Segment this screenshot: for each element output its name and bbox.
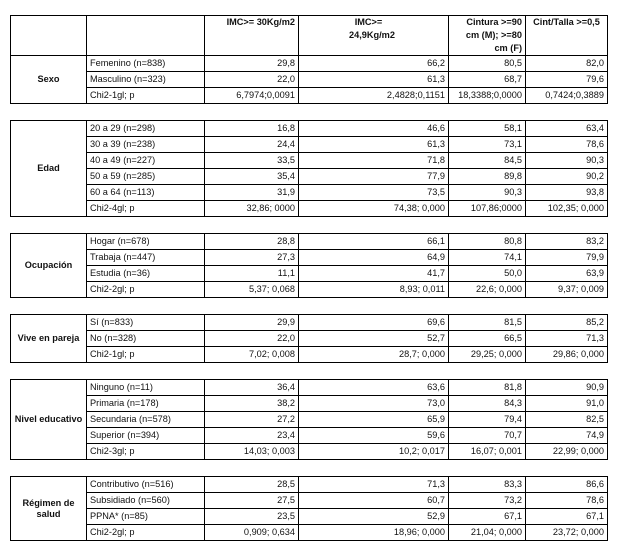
value-cell: 61,3 <box>299 72 449 88</box>
value-cell: 77,9 <box>299 169 449 185</box>
value-cell: 10,2; 0,017 <box>299 444 449 460</box>
value-cell: 78,6 <box>526 493 608 509</box>
value-cell: 73,2 <box>449 493 526 509</box>
value-cell: 79,4 <box>449 412 526 428</box>
spacer-row <box>11 298 608 315</box>
row-label: Estudia (n=36) <box>87 266 205 282</box>
value-cell: 83,2 <box>526 234 608 250</box>
spacer-cell <box>526 217 608 234</box>
value-cell: 18,3388;0,0000 <box>449 88 526 104</box>
value-cell: 61,3 <box>299 137 449 153</box>
spacer-cell <box>526 104 608 121</box>
spacer-cell <box>299 104 449 121</box>
value-cell: 73,0 <box>299 396 449 412</box>
value-cell: 82,0 <box>526 56 608 72</box>
value-cell: 22,6; 0,000 <box>449 282 526 298</box>
group-label: Nivel educativo <box>11 380 87 460</box>
row-label: Hogar (n=678) <box>87 234 205 250</box>
header-empty-cell <box>87 16 205 56</box>
value-cell: 52,9 <box>299 509 449 525</box>
spacer-row <box>11 363 608 380</box>
row-label: Chi2-2gl; p <box>87 525 205 541</box>
value-cell: 71,3 <box>526 331 608 347</box>
group-label: Régimen de salud <box>11 477 87 541</box>
spacer-cell <box>205 298 299 315</box>
value-cell: 65,9 <box>299 412 449 428</box>
spacer-cell <box>299 217 449 234</box>
spacer-cell <box>205 104 299 121</box>
row-label: Trabaja (n=447) <box>87 250 205 266</box>
table-row <box>11 88 608 104</box>
spacer-row <box>11 460 608 477</box>
value-cell: 107,86;0000 <box>449 201 526 217</box>
value-cell: 78,6 <box>526 137 608 153</box>
value-cell: 6,7974;0,0091 <box>205 88 299 104</box>
value-cell: 29,25; 0,000 <box>449 347 526 363</box>
value-cell: 7,02; 0,008 <box>205 347 299 363</box>
table-row <box>11 250 608 266</box>
table-row <box>11 234 608 250</box>
value-cell: 74,9 <box>526 428 608 444</box>
row-label: 50 a 59 (n=285) <box>87 169 205 185</box>
value-cell: 29,9 <box>205 315 299 331</box>
value-cell: 31,9 <box>205 185 299 201</box>
value-cell: 32,86; 0000 <box>205 201 299 217</box>
value-cell: 79,9 <box>526 250 608 266</box>
header-row <box>11 16 608 56</box>
value-cell: 89,8 <box>449 169 526 185</box>
header-cintura: Cintura >=90 cm (M); >=80 cm (F) <box>449 16 526 56</box>
value-cell: 102,35; 0,000 <box>526 201 608 217</box>
value-cell: 29,86; 0,000 <box>526 347 608 363</box>
row-label: Subsidiado (n=560) <box>87 493 205 509</box>
spacer-cell <box>449 104 526 121</box>
value-cell: 28,5 <box>205 477 299 493</box>
table-row <box>11 266 608 282</box>
table-row <box>11 315 608 331</box>
table-row <box>11 525 608 541</box>
value-cell: 28,8 <box>205 234 299 250</box>
value-cell: 27,2 <box>205 412 299 428</box>
row-label: Chi2-2gl; p <box>87 282 205 298</box>
spacer-cell <box>87 217 205 234</box>
spacer-cell <box>11 298 87 315</box>
spacer-cell <box>205 363 299 380</box>
spacer-row <box>11 217 608 234</box>
value-cell: 24,4 <box>205 137 299 153</box>
value-cell: 84,5 <box>449 153 526 169</box>
value-cell: 22,0 <box>205 72 299 88</box>
table-row <box>11 396 608 412</box>
row-label: Sí (n=833) <box>87 315 205 331</box>
spacer-cell <box>11 460 87 477</box>
group-label: Ocupación <box>11 234 87 298</box>
spacer-cell <box>11 104 87 121</box>
value-cell: 16,07; 0,001 <box>449 444 526 460</box>
value-cell: 22,99; 0,000 <box>526 444 608 460</box>
stats-table <box>10 15 608 541</box>
value-cell: 81,8 <box>449 380 526 396</box>
group-label: Vive en pareja <box>11 315 87 363</box>
table-row <box>11 493 608 509</box>
value-cell: 66,2 <box>299 56 449 72</box>
table-row <box>11 412 608 428</box>
row-label: Contributivo (n=516) <box>87 477 205 493</box>
row-label: Femenino (n=838) <box>87 56 205 72</box>
spacer-cell <box>449 298 526 315</box>
value-cell: 64,9 <box>299 250 449 266</box>
value-cell: 80,5 <box>449 56 526 72</box>
value-cell: 74,38; 0,000 <box>299 201 449 217</box>
value-cell: 63,9 <box>526 266 608 282</box>
table-row <box>11 282 608 298</box>
value-cell: 84,3 <box>449 396 526 412</box>
row-label: Superior (n=394) <box>87 428 205 444</box>
header-cint-talla: Cint/Talla >=0,5 <box>526 16 608 56</box>
value-cell: 69,6 <box>299 315 449 331</box>
value-cell: 74,1 <box>449 250 526 266</box>
row-label: 20 a 29 (n=298) <box>87 121 205 137</box>
value-cell: 86,6 <box>526 477 608 493</box>
spacer-row <box>11 104 608 121</box>
value-cell: 73,1 <box>449 137 526 153</box>
row-label: 40 a 49 (n=227) <box>87 153 205 169</box>
table-row <box>11 380 608 396</box>
table-row <box>11 201 608 217</box>
row-label: Primaria (n=178) <box>87 396 205 412</box>
row-label: Secundaria (n=578) <box>87 412 205 428</box>
spacer-cell <box>87 460 205 477</box>
value-cell: 71,3 <box>299 477 449 493</box>
value-cell: 38,2 <box>205 396 299 412</box>
table-row <box>11 477 608 493</box>
value-cell: 59,6 <box>299 428 449 444</box>
spacer-cell <box>449 363 526 380</box>
value-cell: 46,6 <box>299 121 449 137</box>
value-cell: 23,72; 0,000 <box>526 525 608 541</box>
group-label: Edad <box>11 121 87 217</box>
table-row <box>11 185 608 201</box>
table-row <box>11 153 608 169</box>
value-cell: 90,3 <box>526 153 608 169</box>
spacer-cell <box>11 217 87 234</box>
row-label: 30 a 39 (n=238) <box>87 137 205 153</box>
value-cell: 81,5 <box>449 315 526 331</box>
value-cell: 52,7 <box>299 331 449 347</box>
spacer-cell <box>449 460 526 477</box>
table-row <box>11 169 608 185</box>
value-cell: 41,7 <box>299 266 449 282</box>
value-cell: 82,5 <box>526 412 608 428</box>
value-cell: 90,3 <box>449 185 526 201</box>
value-cell: 66,1 <box>299 234 449 250</box>
value-cell: 16,8 <box>205 121 299 137</box>
value-cell: 85,2 <box>526 315 608 331</box>
table-row <box>11 56 608 72</box>
table-row <box>11 137 608 153</box>
value-cell: 11,1 <box>205 266 299 282</box>
spacer-cell <box>11 363 87 380</box>
table-row <box>11 509 608 525</box>
value-cell: 80,8 <box>449 234 526 250</box>
value-cell: 90,9 <box>526 380 608 396</box>
spacer-cell <box>205 460 299 477</box>
spacer-cell <box>87 298 205 315</box>
row-label: Ninguno (n=11) <box>87 380 205 396</box>
spacer-cell <box>526 298 608 315</box>
table-row <box>11 121 608 137</box>
value-cell: 21,04; 0,000 <box>449 525 526 541</box>
spacer-cell <box>87 363 205 380</box>
row-label: Chi2-4gl; p <box>87 201 205 217</box>
value-cell: 50,0 <box>449 266 526 282</box>
value-cell: 79,6 <box>526 72 608 88</box>
value-cell: 9,37; 0,009 <box>526 282 608 298</box>
table-row <box>11 428 608 444</box>
table-row <box>11 444 608 460</box>
value-cell: 63,4 <box>526 121 608 137</box>
spacer-cell <box>526 363 608 380</box>
value-cell: 66,5 <box>449 331 526 347</box>
value-cell: 28,7; 0,000 <box>299 347 449 363</box>
table-row <box>11 331 608 347</box>
value-cell: 27,3 <box>205 250 299 266</box>
value-cell: 29,8 <box>205 56 299 72</box>
value-cell: 33,5 <box>205 153 299 169</box>
value-cell: 63,6 <box>299 380 449 396</box>
value-cell: 70,7 <box>449 428 526 444</box>
row-label: Chi2-1gl; p <box>87 88 205 104</box>
row-label: No (n=328) <box>87 331 205 347</box>
spacer-cell <box>205 217 299 234</box>
header-empty-cell <box>11 16 87 56</box>
row-label: Masculino (n=323) <box>87 72 205 88</box>
row-label: Chi2-1gl; p <box>87 347 205 363</box>
value-cell: 67,1 <box>526 509 608 525</box>
header-imc249: IMC>= 24,9Kg/m2 <box>299 16 449 56</box>
value-cell: 5,37; 0,068 <box>205 282 299 298</box>
value-cell: 91,0 <box>526 396 608 412</box>
value-cell: 58,1 <box>449 121 526 137</box>
value-cell: 8,93; 0,011 <box>299 282 449 298</box>
value-cell: 73,5 <box>299 185 449 201</box>
value-cell: 27,5 <box>205 493 299 509</box>
value-cell: 35,4 <box>205 169 299 185</box>
spacer-cell <box>526 460 608 477</box>
value-cell: 93,8 <box>526 185 608 201</box>
row-label: 60 a 64 (n=113) <box>87 185 205 201</box>
value-cell: 0,7424;0,3889 <box>526 88 608 104</box>
value-cell: 36,4 <box>205 380 299 396</box>
row-label: PPNA* (n=85) <box>87 509 205 525</box>
table-row <box>11 72 608 88</box>
value-cell: 0,909; 0,634 <box>205 525 299 541</box>
value-cell: 71,8 <box>299 153 449 169</box>
group-label: Sexo <box>11 56 87 104</box>
value-cell: 23,4 <box>205 428 299 444</box>
value-cell: 22,0 <box>205 331 299 347</box>
spacer-cell <box>299 460 449 477</box>
value-cell: 14,03; 0,003 <box>205 444 299 460</box>
value-cell: 90,2 <box>526 169 608 185</box>
table-row <box>11 347 608 363</box>
value-cell: 83,3 <box>449 477 526 493</box>
spacer-cell <box>299 363 449 380</box>
value-cell: 60,7 <box>299 493 449 509</box>
value-cell: 2,4828;0,1151 <box>299 88 449 104</box>
spacer-cell <box>449 217 526 234</box>
spacer-cell <box>299 298 449 315</box>
value-cell: 23,5 <box>205 509 299 525</box>
value-cell: 67,1 <box>449 509 526 525</box>
spacer-cell <box>87 104 205 121</box>
value-cell: 18,96; 0,000 <box>299 525 449 541</box>
header-imc30: IMC>= 30Kg/m2 <box>205 16 299 56</box>
row-label: Chi2-3gl; p <box>87 444 205 460</box>
value-cell: 68,7 <box>449 72 526 88</box>
